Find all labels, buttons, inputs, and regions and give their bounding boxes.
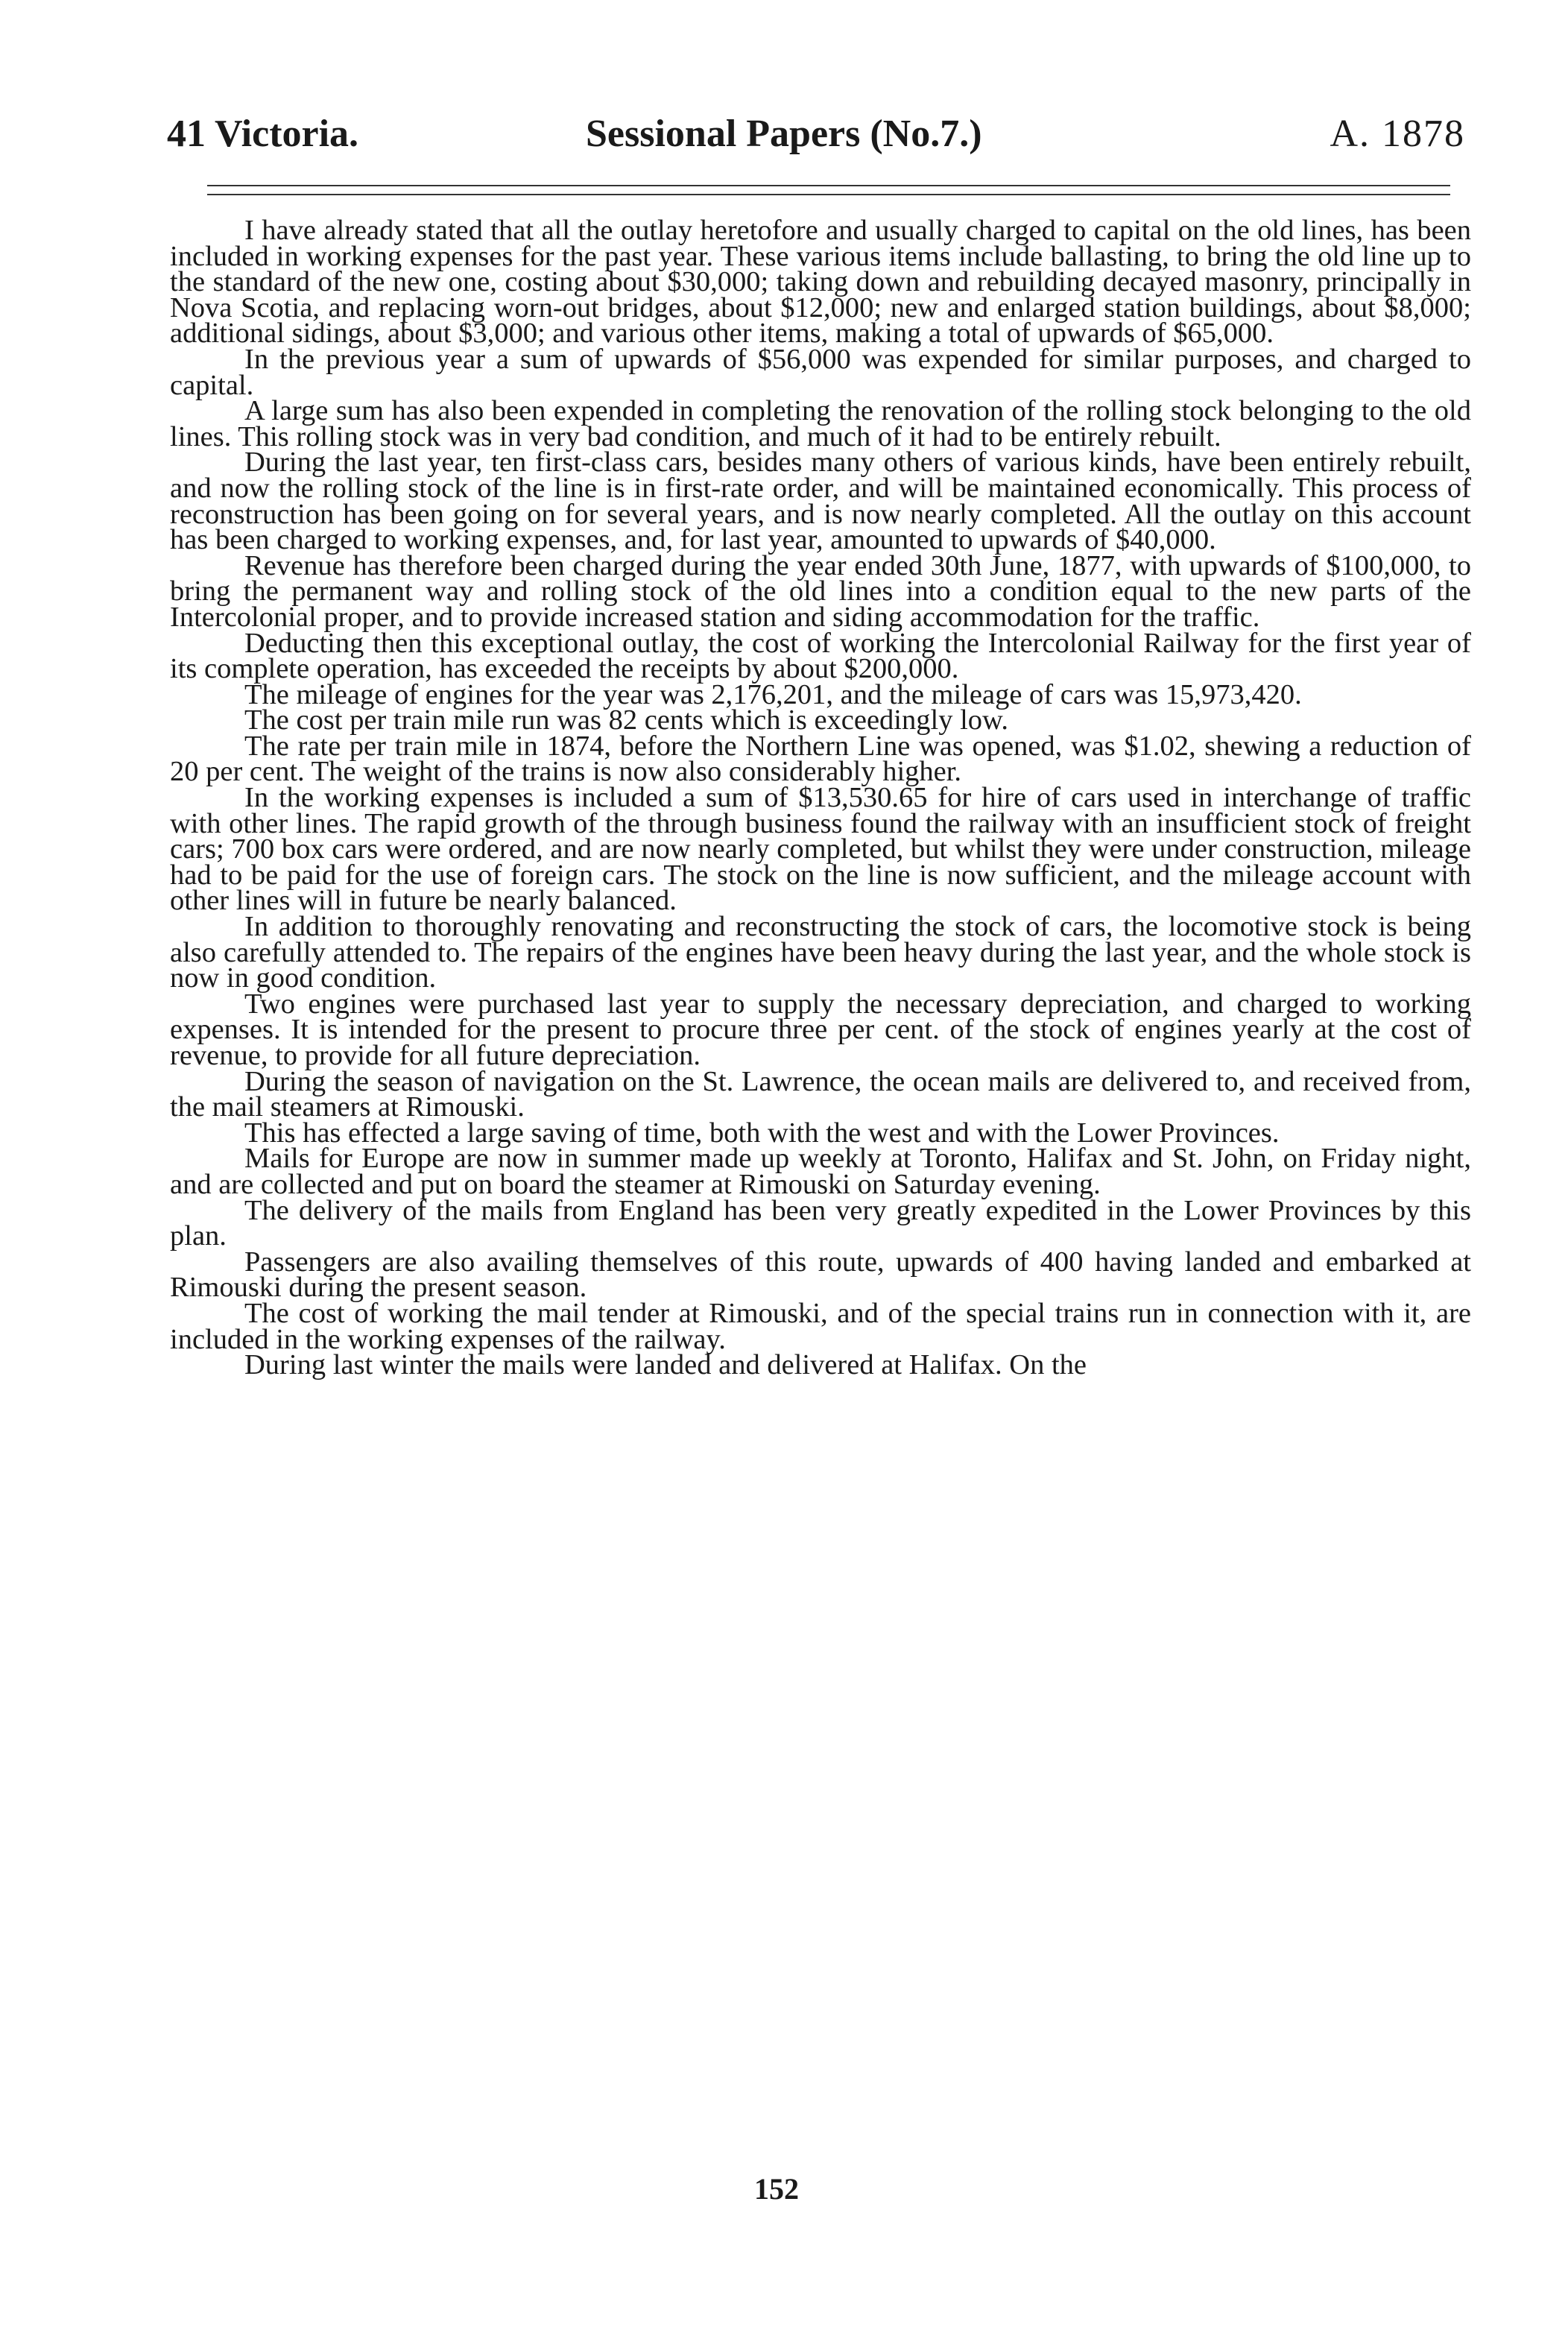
header-title: Sessional Papers (No.7.) xyxy=(586,113,982,155)
page-header xyxy=(0,112,1568,157)
paragraph: The cost of working the mail tender at Rimouski, and of the special trains run in connection with it, are included in the working expenses of the railway. xyxy=(170,1297,1471,1355)
paragraph: The mileage of engines for the year was 2,176,201, and the mileage of cars was 15,973,420. xyxy=(244,678,1302,710)
header-rule-bottom xyxy=(207,194,1450,195)
paragraph: The rate per train mile in 1874, before the Northern Line was opened, was $1.02, shewing a reduction of 20 per cent. The weight of the trains is now also considerably higher. xyxy=(170,730,1471,788)
paragraph: In the working expenses is included a sum of $13,530.65 for hire of cars used in interchange of traffic with other lines. The rapid growth of the through business found the railway with an insufficient stock of freight cars; 700 box cars were ordered, and are now nearly completed, but whilst they were under construction, mileage had to be paid for the use of foreign cars. The stock on the line is now sufficient, and the mileage account with other lines will in future be nearly balanced. xyxy=(170,782,1471,917)
paragraph: During the season of navigation on the St. Lawrence, the ocean mails are delivered to, and received from, the mail steamers at Rimouski. xyxy=(170,1065,1471,1123)
paragraph: In the previous year a sum of upwards of $56,000 was expended for similar purposes, and charged to capital. xyxy=(170,343,1471,401)
paragraph: During last winter the mails were landed and delivered at Halifax. On the xyxy=(244,1349,1087,1381)
paragraph: A large sum has also been expended in completing the renovation of the rolling stock belonging to the old lines. This rolling stock was in very bad condition, and much of it had to be entirely rebuilt. xyxy=(170,395,1471,452)
paragraph: Mails for Europe are now in summer made up weekly at Toronto, Halifax and St. John, on Friday night, and are collected and put on board the steamer at Rimouski on Saturday evening. xyxy=(170,1143,1471,1200)
paragraph: Revenue has therefore been charged during the year ended 30th June, 1877, with upwards of $100,000, to bring the permanent way and rolling stock of the old lines into a condition equal to the new parts of the Intercolonial proper, and to provide increased station and siding accommodation for the traffic. xyxy=(170,549,1471,633)
header-year: A. 1878 xyxy=(1330,113,1465,155)
paragraph: In addition to thoroughly renovating and reconstructing the stock of cars, the locomotive stock is being also carefully attended to. The repairs of the engines have been heavy during the last year, and the whole stock is now in good condition. xyxy=(170,911,1471,994)
paragraph: Two engines were purchased last year to supply the necessary depreciation, and charged to working expenses. It is intended for the present to procure three per cent. of the stock of engines yearly at the cost of revenue, to provide for all future depreciation. xyxy=(170,988,1471,1071)
body-text xyxy=(170,215,1471,1381)
paragraph: I have already stated that all the outlay heretofore and usually charged to capital on the old lines, has been included in working expenses for the past year. These various items include ballasting, to bring the old line up to the standard of the new one, costing about $30,000; taking down and rebuilding decayed masonry, principally in Nova Scotia, and replacing worn-out bridges, about $12,000; new and enlarged station buildings, about $8,000; additional sidings, about $3,000; and various other items, making a total of upwards of $65,000. xyxy=(170,215,1471,350)
paragraph: The delivery of the mails from England has been very greatly expedited in the Lower Provinces by this plan. xyxy=(170,1194,1471,1252)
paragraph: During the last year, ten first-class cars, besides many others of various kinds, have been entirely rebuilt, and now the rolling stock of the line is in first-rate order, and will be maintained economically. This process of reconstruction has been going on for several years, and is now nearly completed. All the outlay on this account has been charged to working expenses, and, for last year, amounted to upwards of $40,000. xyxy=(170,446,1471,556)
header-rule-top xyxy=(207,185,1450,186)
paragraph: This has effected a large saving of time, both with the west and with the Lower Provinces. xyxy=(244,1117,1280,1149)
paragraph: The cost per train mile run was 82 cents which is exceedingly low. xyxy=(244,704,1008,736)
paragraph: Passengers are also availing themselves of this route, upwards of 400 having landed and embarked at Rimouski during the present season. xyxy=(170,1246,1471,1304)
page-number: 152 xyxy=(754,2172,799,2206)
header-session: 41 Victoria. xyxy=(167,113,359,155)
paragraph: Deducting then this exceptional outlay, the cost of working the Intercolonial Railway for the first year of its complete operation, has exceeded the receipts by about $200,000. xyxy=(170,627,1471,685)
